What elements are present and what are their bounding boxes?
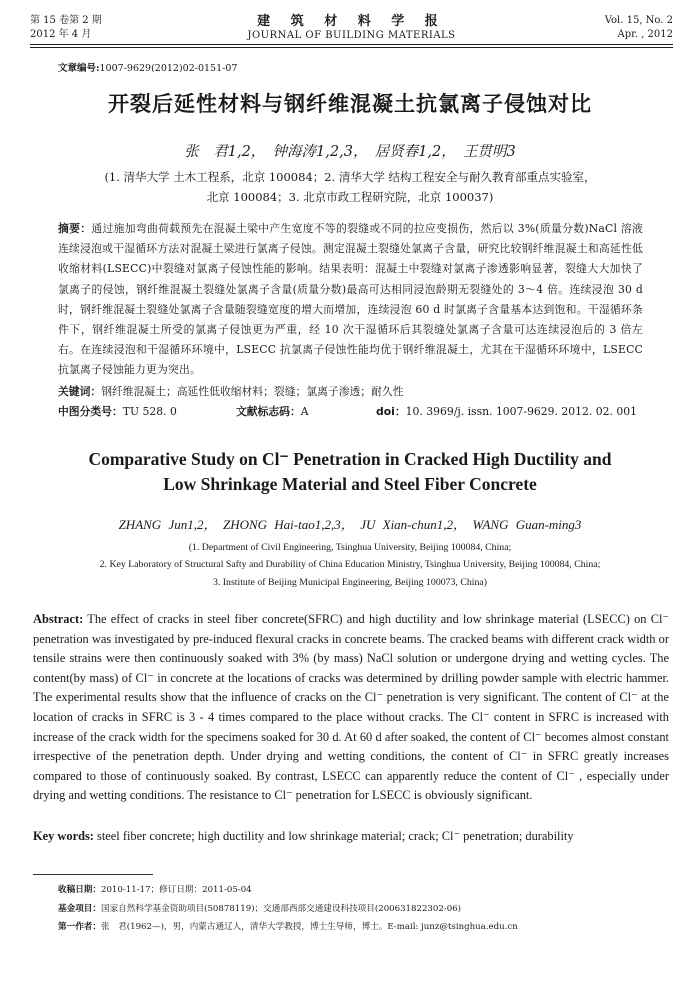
classification-line <box>58 404 648 420</box>
authors-cn: 张 君1,2， 钟海涛1,2,3， 居贤春1,2， 王贯明3 <box>184 144 516 160</box>
title-en-line-2: Low Shrinkage Material and Steel Fiber Concrete <box>163 474 537 494</box>
keywords-en-label: Key words: <box>33 829 94 843</box>
header-right <box>605 14 673 42</box>
fund-text: 国家自然科学基金资助项目(50878119)；交通部西部交通建设科技项目(200631822302-06) <box>100 904 462 914</box>
keywords-en-text: steel fiber concrete; high ductility and low shrinkage material; crack; Cl⁻ penetration; durability <box>97 829 574 843</box>
affiliation-cn-1: (1. 清华大学 土木工程系，北京 100084；2. 清华大学 结构工程安全与耐久教育部重点实验室， <box>104 170 596 184</box>
header-center <box>30 14 673 43</box>
abstract-en-label: Abstract: <box>33 612 84 626</box>
footnote-rule <box>33 874 153 875</box>
date-en: Apr. , 2012 <box>617 29 673 40</box>
affiliation-cn-2: 北京 100084；3. 北京市政工程研究院，北京 100037) <box>206 190 494 204</box>
abstract-cn-text: 通过施加弯曲荷载预先在混凝土梁中产生宽度不等的裂缝或不同的拉应变损伤，然后以 3%(质量分数)NaCl 溶液连续浸泡或干湿循环方法对混凝土梁进行氯离子侵蚀。测定混凝土裂缝处氯离子含量，研究比较钢纤维混凝土和高延性低收缩材料(LSECC)中裂缝对氯离子侵蚀性能的影响。结果表明：混凝土中裂缝对氯离子渗透影响显著，裂缝大大加快了氯离子的侵蚀，钢纤维混凝土裂缝处氯离子含量(质量分数)最高可达相同浸泡龄期无裂缝处的 3～4 倍。连续浸泡 30 d 时，钢纤维混凝土裂缝处氯离子含量随裂缝宽度的增大而增加，连续浸泡 60 d 时氯离子含量基本达到饱和。干湿循环条件下，钢纤维混凝土所受的氯离子侵蚀更为严重，经 10 次干湿循环后其裂缝处氯离子含量可达连续浸泡后的 3 倍左右。在连续浸泡和干湿循环环境中，LSECC 抗氯离子侵蚀性能均优于钢纤维混凝土，尤其在干湿循环环境中，LSECC 抗氯离子侵蚀能力更为突出。 <box>58 222 643 377</box>
article-number <box>58 60 237 74</box>
doi-value: 10. 3969/j. issn. 1007-9629. 2012. 02. 001 <box>405 405 637 418</box>
doc-code <box>236 404 309 420</box>
volume-cn: 第 15 卷第 2 期 <box>30 15 102 26</box>
abstract-en-text: The effect of cracks in steel fiber concrete(SFRC) and high ductility and low shrinkage material (LSECC) on Cl⁻ penetration was investigated by pre-induced flexural cracks in concrete beams. The cracked beams with different crack width or tensile strains were then continuously soaked with 3% (by mass) NaCl solution or undergone drying and wetting cycles. The content(by mass) of Cl⁻ in concrete at the locations of cracks was determined by drilling powder sample with electric hammer. The experimental results show that the influence of cracks on the Cl⁻ penetration is very significant. The content of Cl⁻ at the location of cracks in SFRC is 3 - 4 times compared to the place without cracks. The Cl⁻ content in SFRC is increased with increase of the crack width for the specimens soaked for 30 d. At 60 d after soaked, the content of Cl⁻ becomes almost constant irrespective of the penetration depth. Under drying and wetting conditions, the content of Cl⁻ in SFRC greatly increases compared to those of continuously soaked. By contrast, LSECC can apparently reduce the content of Cl⁻ , especially under drying and wetting conditions. The resistance to Cl⁻ penetration for LSECC is obviously significant. <box>33 612 670 803</box>
abstract-cn <box>58 219 643 381</box>
title-en-line-1: Comparative Study on Cl⁻ Penetration in Cracked High Ductility and <box>88 449 612 469</box>
doi-label: doi： <box>376 405 406 418</box>
doi <box>376 404 637 420</box>
affiliation-en-3: 3. Institute of Beijing Municipal Engineering, Beijing 100073, China) <box>212 577 487 588</box>
affiliation-en-2: 2. Key Laboratory of Structural Safty and Durability of China Education Ministry, Tsinghua University, Beijing 100084, China; <box>99 559 601 570</box>
received-label: 收稿日期： <box>58 885 101 895</box>
doc-value: A <box>300 405 309 418</box>
page-header <box>30 14 673 44</box>
author-text: 张 君(1962—)，男，内蒙古通辽人，清华大学教授，博士生导师，博士。E-mail: junz@tsinghua.edu.cn <box>100 922 518 932</box>
footnote-received <box>58 884 658 896</box>
date-cn: 2012 年 4 月 <box>30 29 92 40</box>
keywords-cn-label: 关键词： <box>58 385 102 398</box>
footnote-fund <box>58 903 658 915</box>
footnote-author <box>58 921 658 933</box>
author-label: 第一作者： <box>58 922 101 932</box>
header-rule-bottom <box>30 47 673 48</box>
article-number-label: 文章编号: <box>58 63 100 74</box>
class-value: TU 528. 0 <box>122 405 177 418</box>
article-number-value: 1007-9629(2012)02-0151-07 <box>99 63 238 74</box>
keywords-cn-text: 钢纤维混凝土；高延性低收缩材料；裂缝；氯离子渗透；耐久性 <box>101 385 404 398</box>
doc-label: 文献标志码： <box>236 405 301 418</box>
fund-label: 基金项目： <box>58 904 101 914</box>
abstract-en <box>33 610 669 806</box>
keywords-cn <box>58 384 643 400</box>
journal-name-en: JOURNAL OF BUILDING MATERIALS <box>247 30 456 41</box>
abstract-cn-label: 摘要： <box>58 222 92 235</box>
title-cn: 开裂后延性材料与钢纤维混凝土抗氯离子侵蚀对比 <box>108 92 592 116</box>
title-en <box>0 447 700 497</box>
volume-en: Vol. 15, No. 2 <box>604 15 673 26</box>
authors-en: ZHANG Jun1,2， ZHONG Hai-tao1,2,3， JU Xian-chun1,2， WANG Guan-ming3 <box>118 517 582 532</box>
received-text: 2010-11-17；修订日期：2011-05-04 <box>100 885 252 895</box>
class-label: 中图分类号： <box>58 405 123 418</box>
header-rule-top <box>30 44 673 45</box>
keywords-en <box>33 827 673 845</box>
journal-name-cn: 建 筑 材 料 学 报 <box>257 14 446 29</box>
affiliation-en-1: (1. Department of Civil Engineering, Tsinghua University, Beijing 100084, China; <box>188 542 512 553</box>
